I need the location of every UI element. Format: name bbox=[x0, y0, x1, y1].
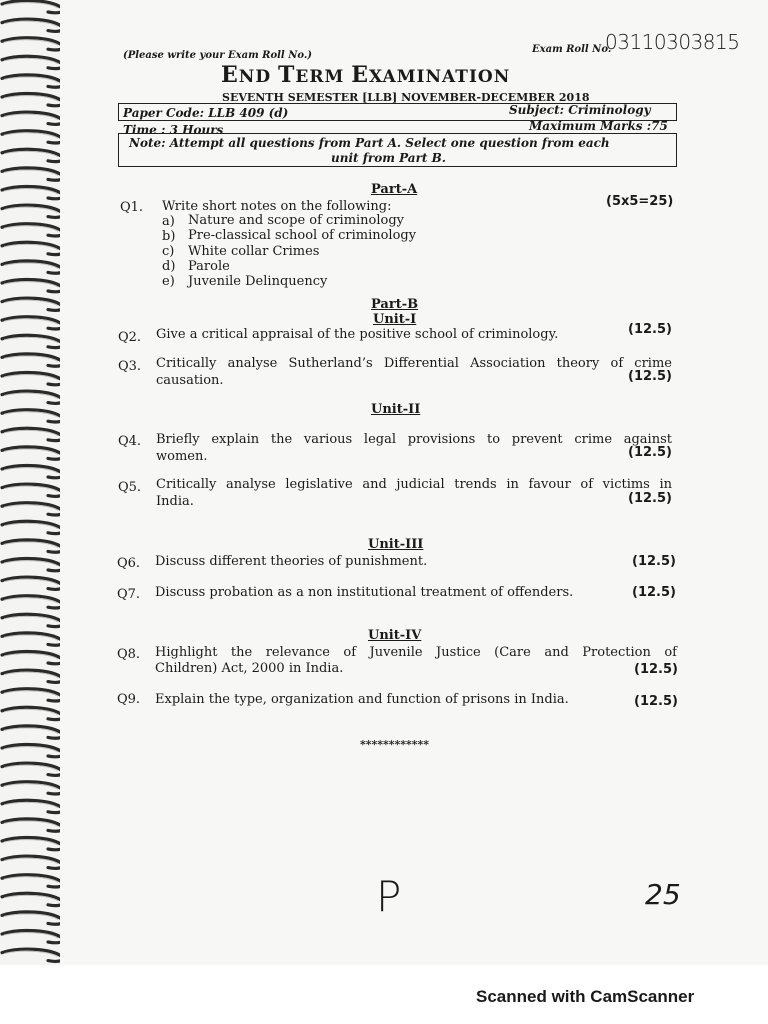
q8-marks: (12.5) bbox=[634, 662, 678, 677]
q1-text: Write short notes on the following: bbox=[162, 199, 392, 214]
end-of-paper-stars: ************ bbox=[360, 738, 430, 751]
unit-3-heading: Unit-III bbox=[368, 537, 424, 552]
paper-code: Paper Code: LLB 409 (d) bbox=[123, 106, 289, 120]
unit-4-heading: Unit-IV bbox=[368, 628, 422, 643]
q4-number: Q4. bbox=[118, 434, 142, 449]
unit-1-heading: Unit-I bbox=[373, 312, 417, 327]
q1-item-text: Parole bbox=[188, 259, 230, 274]
q5-marks: (12.5) bbox=[628, 491, 672, 506]
q1-item-letter: b) bbox=[162, 229, 176, 244]
part-a-heading: Part-A bbox=[371, 182, 418, 197]
q6-text: Discuss different theories of punishment. bbox=[155, 554, 428, 569]
q1-marks: (5x5=25) bbox=[606, 194, 674, 209]
q2-number: Q2. bbox=[118, 330, 142, 345]
unit-2-heading: Unit-II bbox=[371, 402, 421, 417]
q3-text-line-1: Critically analyse Sutherland’s Differential Association theory of crime bbox=[156, 356, 672, 371]
q3-marks: (12.5) bbox=[628, 369, 672, 384]
note-line-1: Note: Attempt all questions from Part A. Select one question from each bbox=[129, 136, 610, 150]
q1-item-letter: c) bbox=[162, 244, 175, 259]
q2-marks: (12.5) bbox=[628, 322, 672, 337]
q1-item-text: White collar Crimes bbox=[188, 244, 320, 259]
q8-text-line-1: Highlight the relevance of Juvenile Justice (Care and Protection of bbox=[155, 645, 677, 660]
q4-marks: (12.5) bbox=[628, 445, 672, 460]
q1-item-letter: d) bbox=[162, 259, 176, 274]
q9-text: Explain the type, organization and function of prisons in India. bbox=[155, 692, 569, 707]
q7-text: Discuss probation as a non institutional treatment of offenders. bbox=[155, 585, 574, 600]
q3-number: Q3. bbox=[118, 359, 142, 374]
time-allowed: Time : 3 Hours bbox=[123, 123, 224, 137]
handwritten-letter: P bbox=[376, 872, 402, 921]
q5-text-line-2: India. bbox=[156, 494, 194, 509]
q7-number: Q7. bbox=[117, 587, 141, 602]
q6-number: Q6. bbox=[117, 556, 141, 571]
q1-number: Q1. bbox=[120, 200, 144, 215]
q8-number: Q8. bbox=[117, 647, 141, 662]
q1-item-text: Pre-classical school of criminology bbox=[188, 228, 417, 243]
q1-item-letter: a) bbox=[162, 214, 175, 229]
q2-text: Give a critical appraisal of the positive school of criminology. bbox=[156, 327, 559, 342]
q5-text-line-1: Critically analyse legislative and judicial trends in favour of victims in bbox=[156, 477, 672, 492]
q1-item-text: Nature and scope of criminology bbox=[188, 213, 405, 228]
q4-text-line-1: Briefly explain the various legal provisions to prevent crime against bbox=[156, 432, 672, 447]
q1-item-letter: e) bbox=[162, 274, 175, 289]
semester-line: SEVENTH SEMESTER [LLB] NOVEMBER-DECEMBER 2018 bbox=[222, 91, 590, 104]
camscanner-watermark: Scanned with CamScanner bbox=[476, 987, 695, 1006]
note-line-2: unit from Part B. bbox=[331, 151, 446, 165]
q4-text-line-2: women. bbox=[156, 449, 208, 464]
q9-number: Q9. bbox=[117, 692, 141, 707]
q5-number: Q5. bbox=[118, 480, 142, 495]
q1-item-text: Juvenile Delinquency bbox=[188, 274, 328, 289]
exam-title: END TERM EXAMINATION bbox=[221, 62, 511, 88]
q7-marks: (12.5) bbox=[632, 585, 676, 600]
part-b-heading: Part-B bbox=[371, 297, 419, 312]
q9-marks: (12.5) bbox=[634, 694, 678, 709]
q6-marks: (12.5) bbox=[632, 554, 676, 569]
maximum-marks: Maximum Marks :75 bbox=[529, 119, 668, 133]
q3-text-line-2: causation. bbox=[156, 373, 224, 388]
q8-text-line-2: Children) Act, 2000 in India. bbox=[155, 661, 344, 676]
handwritten-roll-number: 03110303815 bbox=[605, 30, 740, 54]
handwritten-score: 25 bbox=[645, 878, 681, 911]
subject: Subject: Criminology bbox=[509, 103, 651, 117]
roll-number-hint: (Please write your Exam Roll No.) bbox=[123, 50, 313, 61]
roll-number-label: Exam Roll No. bbox=[532, 44, 612, 55]
